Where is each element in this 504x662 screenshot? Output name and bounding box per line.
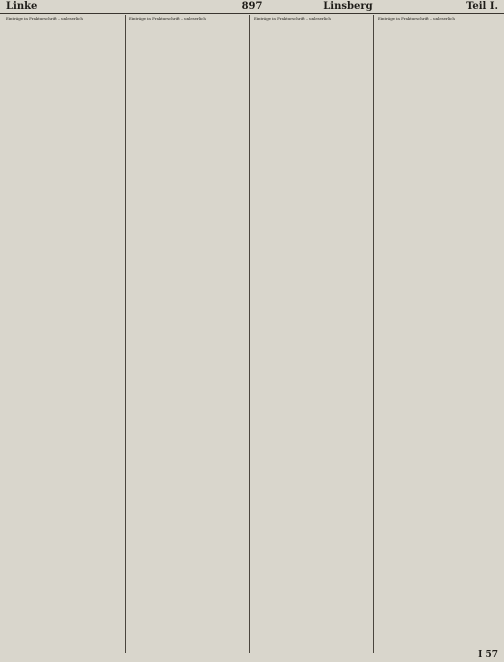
directory-entry: Einträge in Frakturschrift – unleserlich: [129, 16, 206, 21]
header-right: [323, 1, 498, 12]
directory-column-2: [126, 15, 248, 651]
signature-mark: I 57: [478, 650, 498, 660]
directory-entry: Einträge in Frakturschrift – unleserlich: [6, 16, 83, 21]
header-part: Teil I.: [466, 1, 498, 12]
header-left-word: Linke: [6, 1, 38, 12]
directory-column-3: [251, 15, 372, 651]
running-header: [0, 0, 504, 14]
directory-entry: Einträge in Frakturschrift – unleserlich: [254, 16, 331, 21]
header-right-word: Linsberg: [323, 1, 373, 12]
column-divider: [249, 15, 250, 653]
directory-entry: Einträge in Frakturschrift – unleserlich: [378, 16, 455, 21]
column-divider: [373, 15, 374, 653]
page-number: 897: [241, 1, 263, 12]
directory-column-4: [375, 15, 501, 651]
directory-column-1: [3, 15, 124, 651]
